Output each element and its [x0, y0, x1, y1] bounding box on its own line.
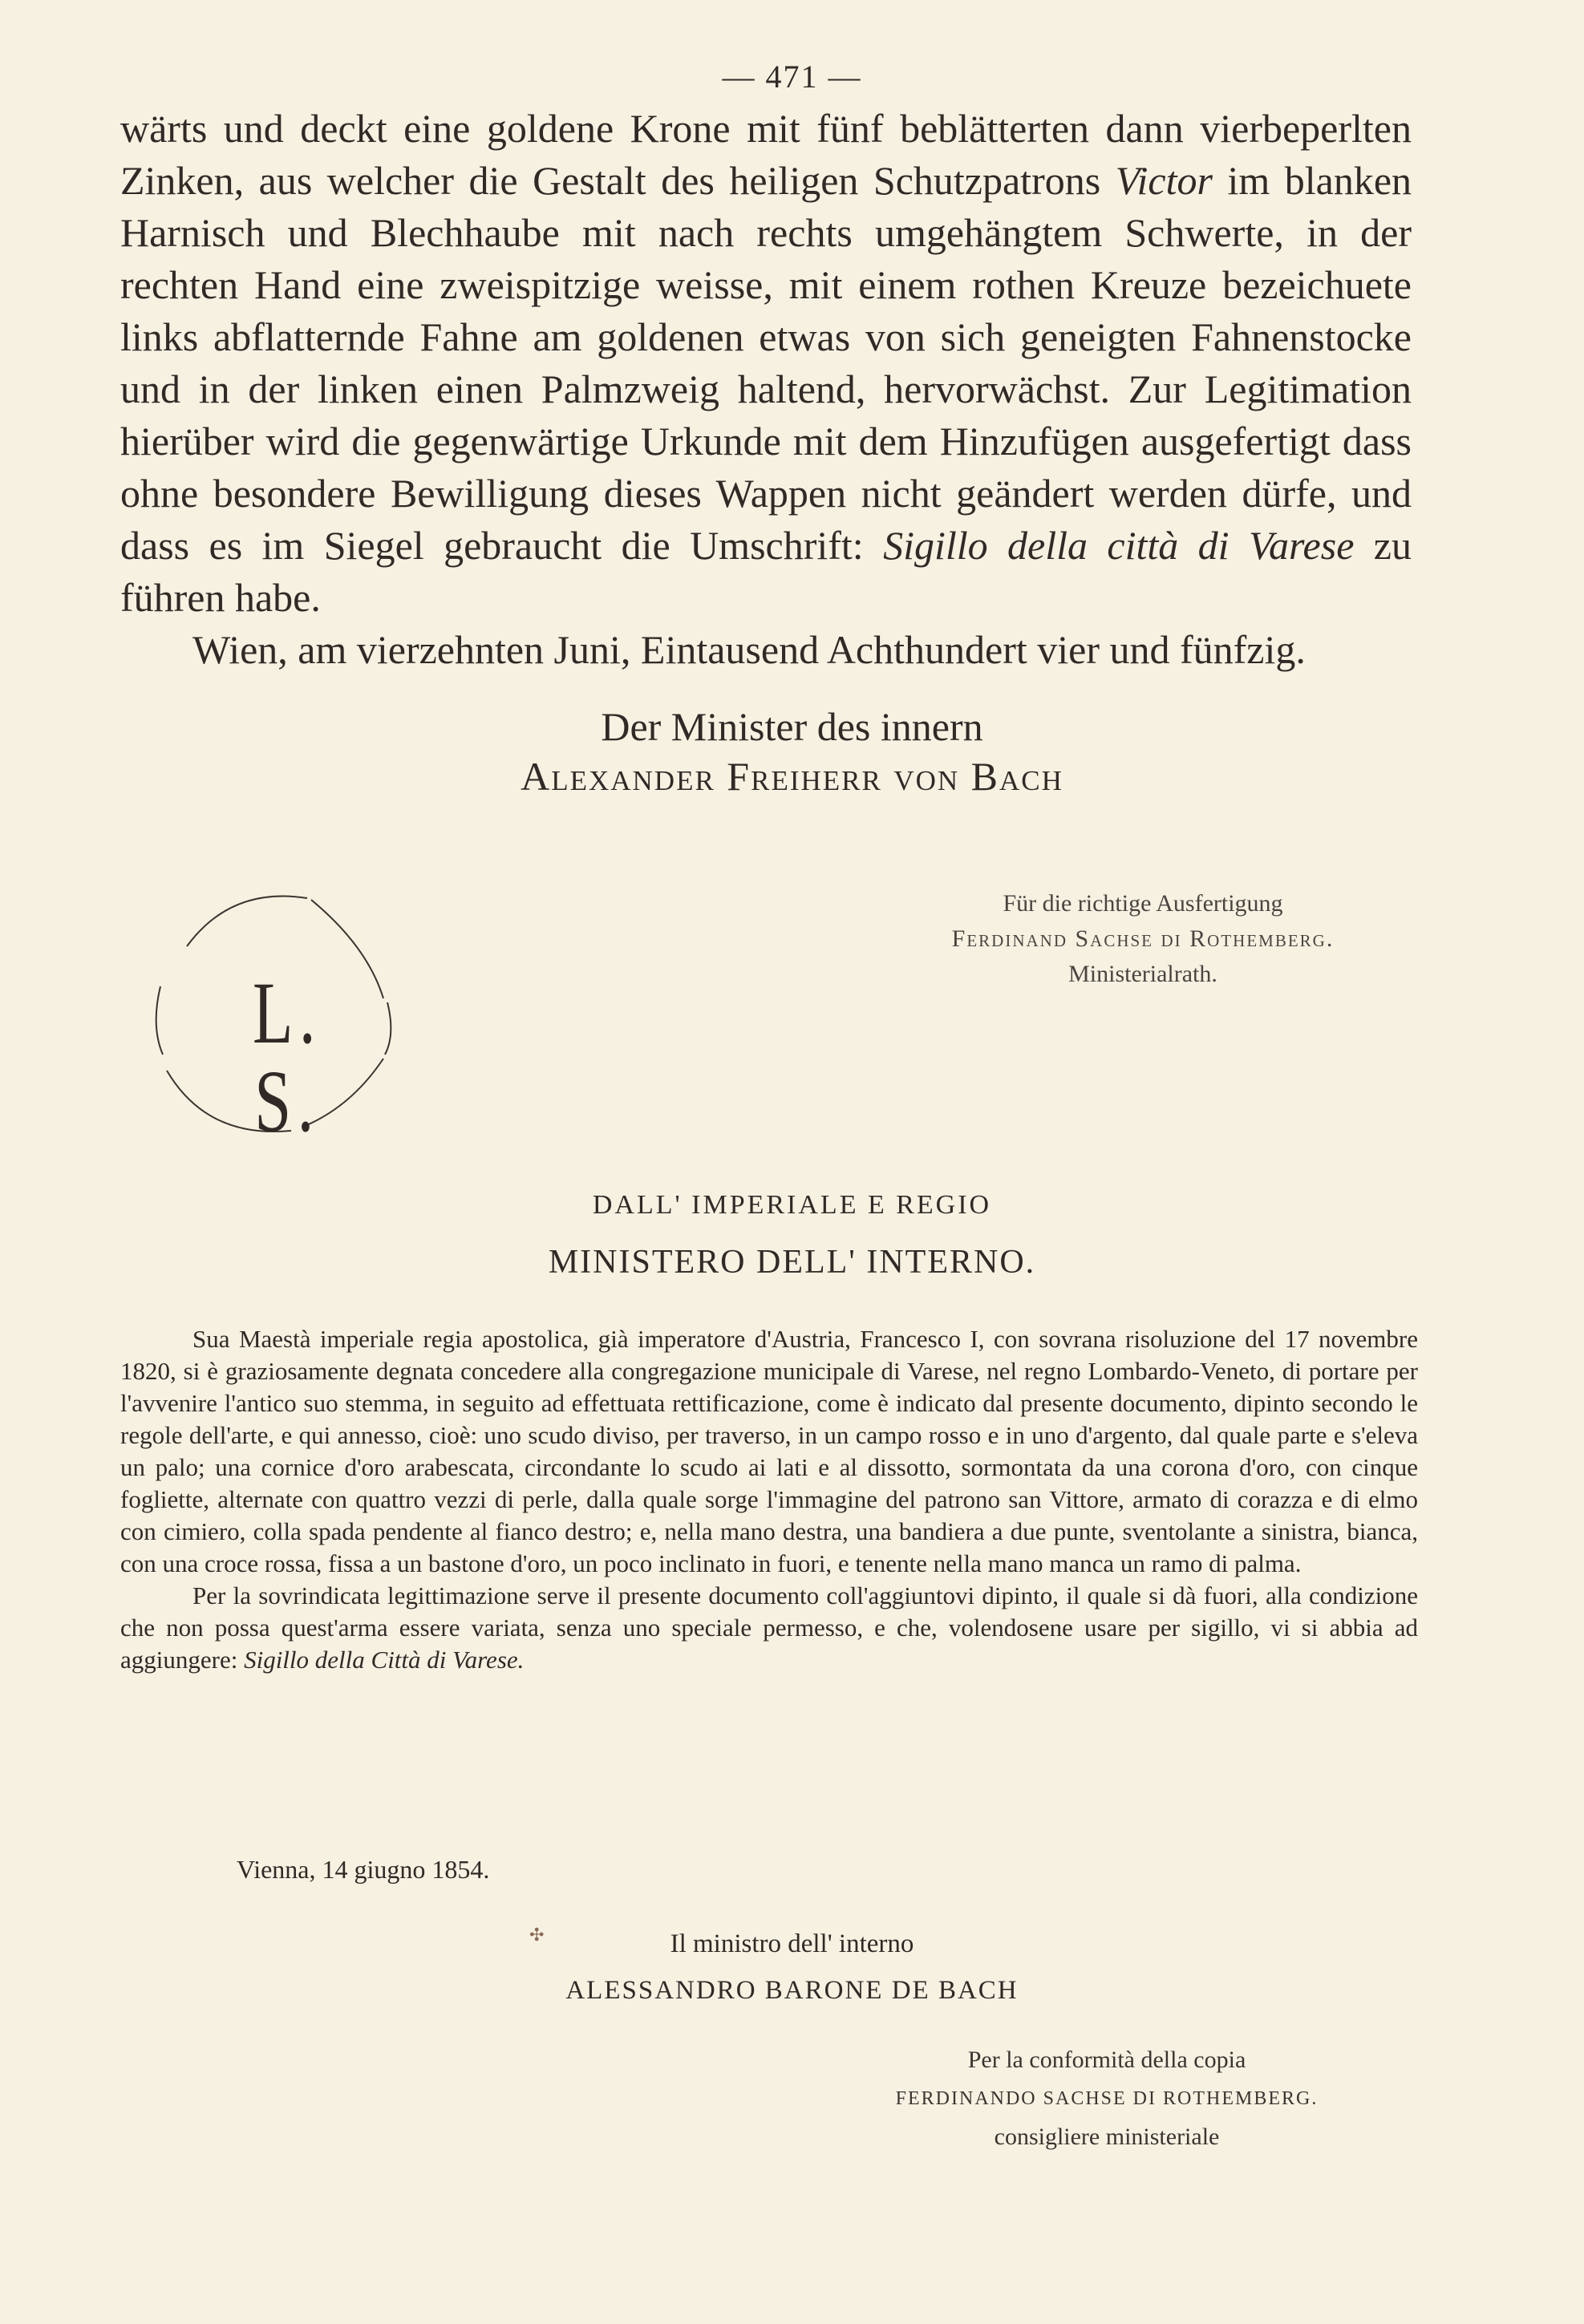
- ink-mark-icon: ✣: [529, 1925, 545, 1945]
- seal-motto-italian: Sigillo della Città di Varese.: [244, 1646, 525, 1674]
- conformity-role: consigliere ministeriale: [994, 2124, 1220, 2150]
- seal-motto-german: Sigillo della città di Varese: [883, 523, 1355, 568]
- certification-line: Für die richtige Ausfertigung: [1003, 890, 1283, 917]
- certification-name: Ferdinand Sachse di Rothemberg.: [951, 925, 1335, 952]
- italian-header: [0, 1187, 1584, 1283]
- page-number: — 471 —: [722, 59, 862, 95]
- german-body-text: [120, 103, 1412, 676]
- italian-header-line1: DALL' IMPERIALE E REGIO: [592, 1190, 992, 1220]
- german-signature-name: Alexander Freiherr von Bach: [521, 754, 1063, 799]
- german-closing-date: Wien, am vierzehnten Juni, Eintausend Achthundert vier und fünfzig.: [192, 627, 1306, 672]
- german-signature-title: Der Minister des innern: [601, 704, 983, 749]
- conformity-line: Per la conformità della copia: [967, 2047, 1246, 2073]
- italian-paragraph-1: Sua Maestà imperiale regia apostolica, già imperatore d'Austria, Francesco I, con sovrana risoluzione del 17 novembre 1820, si è graziosamente degnata concedere alla congregazione municipale di Varese, nel regno Lombardo-Veneto, di portare per l'avvenire l'antico suo stemma, in seguito ad effettuata rettificazione, come è indicato dal presente documento, dipinto secondo le regole dell'arte, e qui annesso, cioè: uno scudo diviso, per traverso, in un campo rosso e in uno d'argento, dal quale parte e s'eleva un palo; una cornice d'oro arabescata, circondante lo scudo ai lati e al dissotto, sormontata da una corona d'oro, con cinque fogliette, alternate con quattro vezzi di perle, dalla quale sorge l'immagine del patrono san Vittore, armato di corazza e di elmo con cimiero, colla spada pendente al fianco destro; e, nella mano destra, una bandiera a due punte, sventolante a sinistra, bianca, con una croce rossa, fissa a un bastone d'oro, un poco inclinato in fuori, e tenente nella mano manca un ramo di palma.: [120, 1325, 1418, 1577]
- italian-date: Vienna, 14 giugno 1854.: [237, 1855, 490, 1884]
- certification-role: Ministerialrath.: [1068, 961, 1217, 987]
- italian-paragraph-2: Per la sovrindicata legittimazione serve il presente documento coll'aggiuntovi dipinto, il quale si dà fuori, alla condizione che non possa quest'arma essere variata, senza uno speciale permesso, e che, volendosene usare per sigillo, vi si abbia ad aggiungere: Sigillo della Città di Varese.: [120, 1581, 1418, 1674]
- seal-text: L. S.: [252, 964, 322, 1150]
- victor-name: Victor: [1115, 158, 1213, 203]
- italian-body-text: [120, 1323, 1418, 1676]
- conformity-name: FERDINANDO SACHSE DI ROTHEMBERG.: [895, 2088, 1319, 2109]
- german-signature: [0, 702, 1584, 801]
- italian-signature-title: Il ministro dell' interno: [670, 1929, 914, 1958]
- conformity-certification: [874, 2041, 1339, 2156]
- german-certification: [826, 886, 1460, 992]
- italian-signature: [0, 1921, 1584, 2014]
- german-paragraph: wärts und deckt eine goldene Krone mit fünf beblätterten dann vierbeperlten Zinken, aus welcher die Gestalt des heiligen Schutzpatrons Victor im blanken Harnisch und Blechhaube mit nach rechts umgehängtem Schwerte, in der rechten Hand eine zweispitzige weisse, mit einem rothen Kreuze bezeichuete links abflatternde Fahne am goldenen etwas von sich geneigten Fahnenstocke und in der linken einen Palmzweig haltend, hervorwächst. Zur Legitimation hierüber wird die gegenwärtige Urkunde mit dem Hinzufügen ausgefertigt dass ohne besondere Bewilligung dieses Wappen nicht geändert werden dürfe, und dass es im Siegel gebraucht die Umschrift: Sigillo della città di Varese zu führen habe.: [120, 106, 1412, 620]
- italian-header-line2: MINISTERO DELL' INTERNO.: [548, 1244, 1036, 1281]
- italian-signature-name: ALESSANDRO BARONE DE BACH: [565, 1976, 1019, 2005]
